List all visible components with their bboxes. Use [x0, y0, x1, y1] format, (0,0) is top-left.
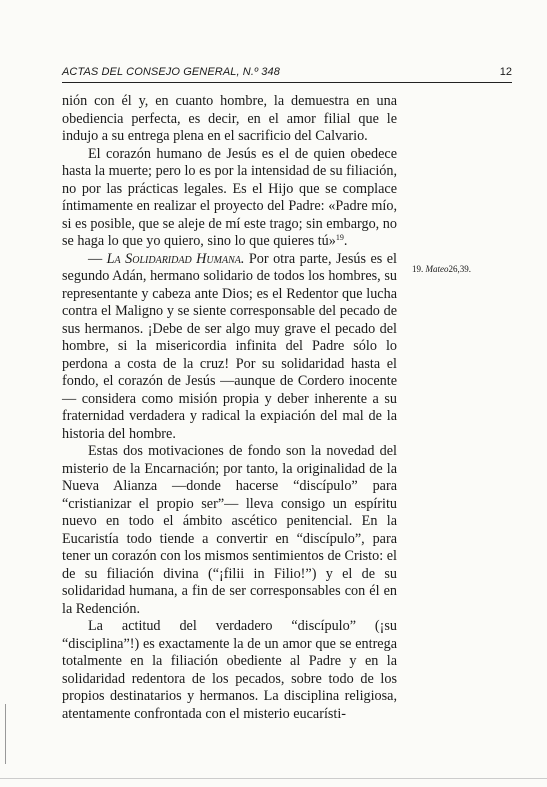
- footnote-number: 19.: [412, 264, 424, 274]
- running-title: ACTAS DEL CONSEJO GENERAL, N.º 348: [62, 66, 280, 78]
- footnote-mark: 19: [335, 233, 344, 242]
- running-header: [62, 66, 512, 83]
- paragraph-3-text: Por otra parte, Jesús es el segundo Adán, hermano solidario de todos los hombres, su representante y cabeza ante Dios; es el Redentor que lucha contra el Maligno y se siente corresponsable del pecado de sus hermanos. ¡Debe de ser algo muy grave el pecado del hombre, si la misericordia infinita del Padre sólo lo perdona a costa de la cruz! Por su solidaridad hasta el fondo, el corazón de Jesús —aunque de Cordero inocente— considera como misión propia y deber inherente a su fraternidad verdadera y radical la expiación del mal de la historia del hombre.: [62, 250, 397, 442]
- footnote-locator: 26,39.: [448, 264, 471, 274]
- paragraph-3: [62, 251, 397, 444]
- paragraph-1: nión con él y, en cuanto hombre, la demuestra en una obediencia perfecta, es decir, en el amor filial que le indujo a su entrega plena en el sacrificio del Calvario.: [62, 93, 397, 144]
- paragraph-2: [62, 146, 397, 251]
- footnote: [412, 264, 471, 274]
- body-text: [62, 93, 397, 723]
- bottom-rule: [0, 778, 547, 779]
- margin-rule: [5, 704, 6, 764]
- paragraph-4: Estas dos motivaciones de fondo son la novedad del misterio de la Encarnación; por tanto, la originalidad de la Nueva Alianza —donde hacerse “discípulo” para “cristianizar el propio ser”— lleva consigo un espíritu nuevo en todo el ámbito ascético penitencial. En la Eucaristía todo tiende a convertir en “discípulo”, para tener un corazón con los mismos sentimientos de Cristo: el de su filiación divina (“¡filii in Filio!”) y el de su solidaridad humana, a fin de ser corresponsables con él en la Redención.: [62, 443, 397, 617]
- paragraph-2-text: El corazón humano de Jesús es el de quien obedece hasta la muerte; pero lo es por la intensidad de su filiación, no por las prácticas legales. Es el Hijo que se complace íntimamente en realizar el proyecto del Padre: «Padre mío, si es posible, que se aleje de mí este trago; sin embargo, no se haga lo que yo quiero, sino lo que quieres tú»: [62, 145, 397, 249]
- page-number: 12: [499, 66, 512, 78]
- paragraph-5: La actitud del verdadero “discípulo” (¡su “disciplina”!) es exactamente la de un amor que se entrega totalmente en la filiación obediente al Padre y en la solidaridad redentora de los pecados, sobre todo de los propios destinatarios y hermanos. La disciplina religiosa, atentamente confrontada con el misterio eucarísti-: [62, 618, 397, 722]
- paragraph-2-end: .: [343, 233, 348, 249]
- footnote-reference: Mateo: [425, 264, 449, 274]
- section-heading: La Solidaridad Humana.: [106, 250, 245, 267]
- section-dash: —: [88, 250, 107, 267]
